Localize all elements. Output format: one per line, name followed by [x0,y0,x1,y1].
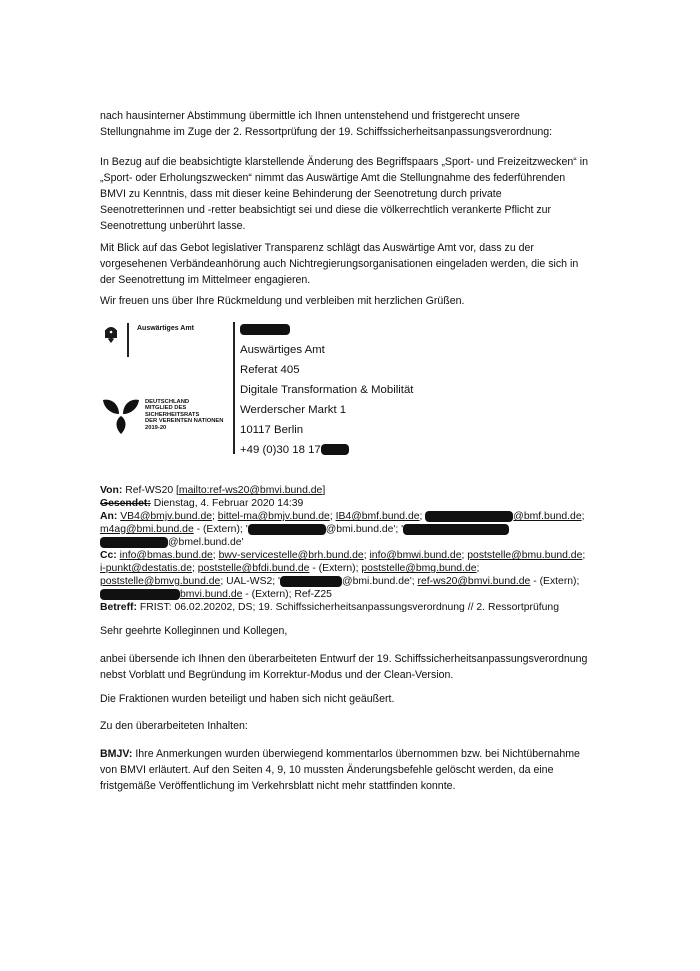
redaction [425,511,513,522]
email-greeting: Sehr geehrte Kolleginnen und Kollegen, [100,625,288,637]
email-link[interactable]: poststelle@bfdi.bund.de [197,563,310,574]
proposal-paragraph: Mit Blick auf das Gebot legislativer Transparenz schlägt das Auswärtige Amt vor, dass zu der vorgesehenen Verbändeanhörung auch Nichtregierungsorganisationen eingeladen werden, die sich in der Seenotrettung im Mittelmeer engagieren. [100,242,579,286]
closing-paragraph: Wir freuen uns über Ihre Rückmeldung und verbleiben mit herzlichen Grüßen. [100,295,465,307]
signature-city: 10117 Berlin [240,424,304,436]
subject-line: Betreff: FRIST: 06.02.20202, DS; 19. Schiffssicherheitsanpassungsverordnung // 2. Ressortprüfung [100,602,559,613]
redaction [248,524,326,535]
signature-block [240,320,413,460]
redaction [403,524,509,535]
signature-division: Digitale Transformation & Mobilität [240,384,414,396]
cc-line: Cc: info@bmas.bund.de; bwv-servicestelle@brh.bund.de; info@bmwi.bund.de; poststelle@bmu.bund.de; [100,550,586,561]
intro-paragraph: nach hausinterner Abstimmung übermittle ich Ihnen untenstehend und fristgerecht unsere Stellungnahme im Zuge der 2. Ressortprüfung der 19. Schiffssicherheitsanpassungsverordnung: [100,110,553,138]
email-link[interactable]: poststelle@bmg.bund.de [361,563,477,574]
to-line-cont: m4ag@bmi.bund.de - (Extern); ' @bmi.bund.de'; ' [100,523,600,536]
email-link[interactable]: info@bmas.bund.de [119,550,213,561]
redaction [100,589,180,600]
email-link[interactable]: IB4@bmf.bund.de [335,511,420,522]
signature-phone: +49 (0)30 18 17 [240,440,413,460]
statement-paragraph: In Bezug auf die beabsichtigte klarstellende Änderung des Begriffspaars „Sport- und Freizeitzwecken“ in „Sport- oder Erholungszwecken“ nimmt das Auswärtige Amt die Stellungnahme des federführenden BMVI zu Kenntnis, dass mit dieser keine Behinderung der Seenotretung durch private Seenotretterinnen und -retter beabsichtigt sei und diese die völkerrechtlich verankerte Pflicht zur Seenotrettung unberührt lasse. [100,156,588,232]
from-line: Von: Ref-WS20 [mailto:ref-ws20@bmvi.bund.de] [100,485,326,496]
cc-line-cont: bmvi.bund.de - (Extern); Ref-Z25 [100,588,600,601]
email-link[interactable]: i-punkt@destatis.de [100,563,192,574]
email-link[interactable]: bwv-servicestelle@brh.bund.de [218,550,364,561]
redaction [100,537,168,548]
to-line: An: VB4@bmjv.bund.de; bittel-ma@bmjv.bund.de; IB4@bmf.bund.de; @bmf.bund.de; [100,511,585,522]
email-link[interactable]: bittel-ma@bmjv.bund.de [217,511,330,522]
email-body-paragraph: anbei übersende ich Ihnen den überarbeiteten Entwurf der 19. Schiffssicherheitsanpassungsverordnung nebst Vorblatt und Begründung im Korrektur-Modus und der Clean-Version. [100,653,588,681]
email-body-paragraph: Die Fraktionen wurden beteiligt und haben sich nicht geäußert. [100,693,395,705]
security-council-text: DEUTSCHLAND MITGLIED DES SICHERHEITSRATS DER VEREINTEN NATIONEN 2019-20 [145,399,224,431]
signature-name [240,320,413,340]
signature-unit: Referat 405 [240,364,300,376]
email-link[interactable]: ref-ws20@bmvi.bund.de [417,576,531,587]
cc-line-cont: poststelle@bmvg.bund.de; UAL-WS2; ' @bmi.bund.de'; ref-ws20@bmvi.bund.de - (Extern); [100,576,580,587]
email-link[interactable]: poststelle@bmu.bund.de [467,550,583,561]
redaction [240,324,290,335]
redaction [280,576,342,587]
signature-divider [233,322,235,454]
redaction [321,444,349,455]
email-link[interactable]: @bmf.bund.de [513,511,582,522]
from-mailto-link[interactable]: mailto:ref-ws20@bmvi.bund.de [178,485,323,496]
security-council-leaves-icon [101,394,141,436]
email-body-paragraph: Zu den überarbeiteten Inhalten: [100,720,248,732]
email-link[interactable]: poststelle@bmvg.bund.de [100,576,221,587]
to-line-cont: @bmel.bund.de' [100,536,600,549]
logo-label: Auswärtiges Amt [137,325,194,332]
signature-org: Auswärtiges Amt [240,344,325,356]
federal-eagle-icon [103,326,119,344]
email-link[interactable]: bmvi.bund.de [180,589,243,600]
email-body-paragraph: BMJV: Ihre Anmerkungen wurden überwiegend kommentarlos übernommen bzw. bei Nichtübernahme von BMVI erläutert. Auf den Seiten 4, 9, 10 mussten Änderungsbefehle gelöscht werden, da eine fristgemäße Veröffentlichung im Verkehrsblatt nicht mehr stattfinden konnte. [100,748,580,792]
email-link[interactable]: m4ag@bmi.bund.de [100,524,194,535]
logo-divider [127,323,129,357]
cc-line-cont: i-punkt@destatis.de; poststelle@bfdi.bund.de - (Extern); poststelle@bmg.bund.de; [100,563,480,574]
email-link[interactable]: VB4@bmjv.bund.de [120,511,213,522]
email-header [100,484,600,614]
sent-line: Gesendet: Dienstag, 4. Februar 2020 14:39 [100,498,304,509]
email-link[interactable]: info@bmwi.bund.de [369,550,462,561]
signature-street: Werderscher Markt 1 [240,404,347,416]
